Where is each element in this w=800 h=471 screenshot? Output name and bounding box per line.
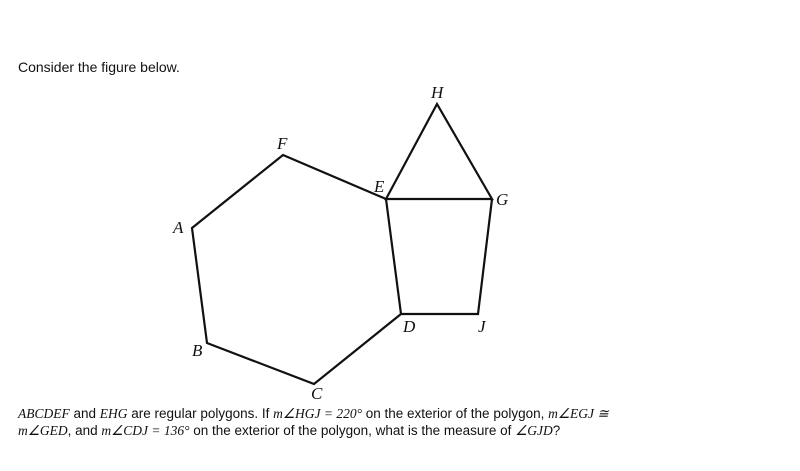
hexagon-abcdef (192, 155, 401, 384)
label-f: F (277, 134, 288, 153)
label-g: G (496, 190, 509, 209)
angle-hgj: m∠HGJ = 220° (273, 406, 362, 421)
label-c: C (311, 384, 323, 403)
angle-ged: m∠GED (18, 423, 68, 438)
label-j: J (478, 317, 486, 336)
question-fragment: on the exterior of the polygon, what is the measure of (189, 423, 516, 438)
question-fragment: ? (552, 423, 561, 438)
polygon-name-abcdef: ABCDEF (18, 406, 70, 421)
label-b: B (192, 341, 203, 360)
question-fragment: are regular polygons. If (127, 406, 274, 421)
angle-cdj: m∠CDJ = 136° (101, 423, 190, 438)
triangle-ehg (386, 104, 492, 199)
question-line-2 (18, 422, 788, 439)
intro-text: Consider the figure below. (18, 59, 180, 75)
label-d: D (403, 317, 416, 336)
label-h: H (431, 83, 444, 102)
question-fragment: on the exterior of the polygon, (361, 406, 549, 421)
label-a: A (173, 218, 184, 237)
label-e: E (374, 177, 385, 196)
question-fragment: and (69, 406, 100, 421)
question-line-1 (18, 405, 788, 422)
polygon-name-ehg: EHG (99, 406, 128, 421)
quadrilateral-edges (401, 199, 492, 314)
question-fragment: , and (67, 423, 102, 438)
angle-egj: m∠EGJ ≅ (548, 406, 609, 421)
question-text (18, 405, 788, 439)
angle-gjd: ∠GJD (515, 423, 553, 438)
